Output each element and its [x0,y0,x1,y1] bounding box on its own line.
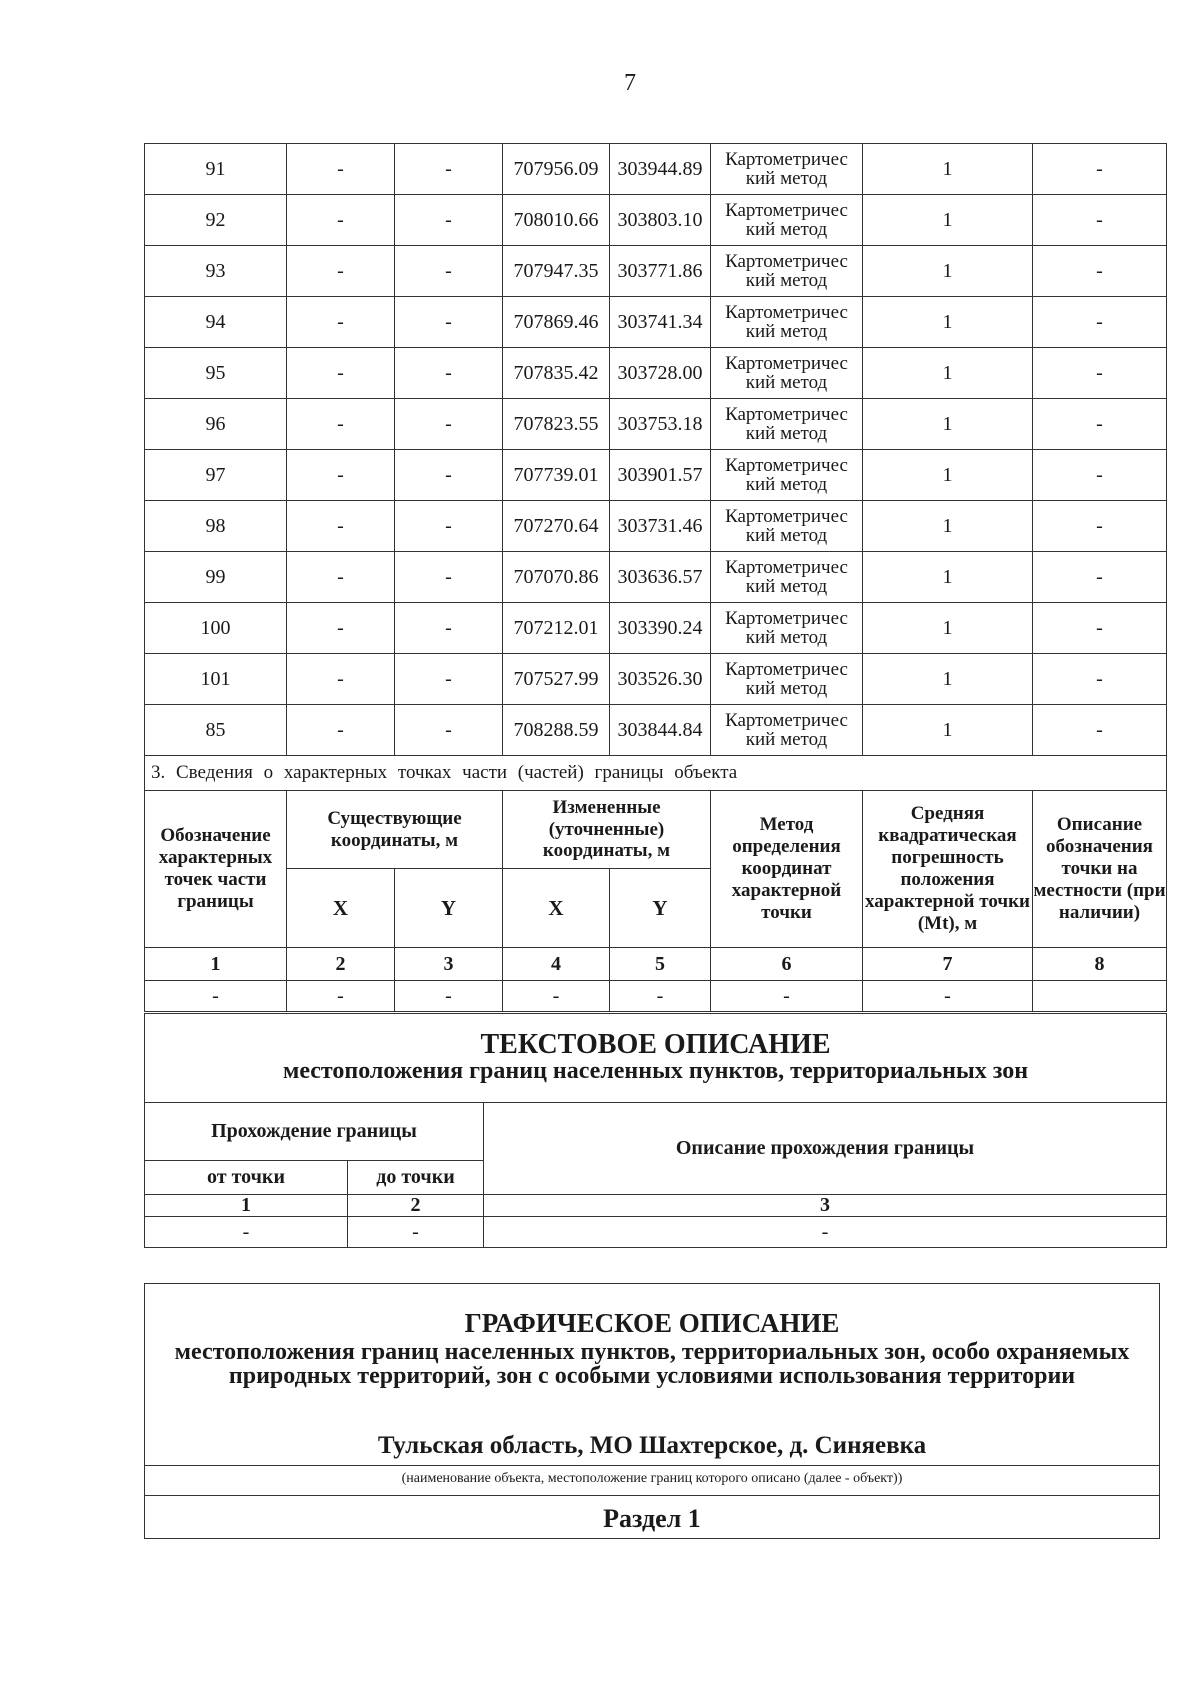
method: Картометричес кий метод [711,654,863,705]
method: Картометричес кий метод [711,450,863,501]
text-description-table [144,1013,1167,1248]
error-value: 1 [863,144,1033,195]
col-num: 5 [610,948,711,981]
point-number: 99 [145,552,287,603]
changed-y: 303636.57 [610,552,711,603]
col-num: 6 [711,948,863,981]
description: - [1033,246,1167,297]
divider [145,1495,1159,1496]
existing-x: - [287,348,395,399]
text-description-title: ТЕКСТОВОЕ ОПИСАНИЕ [480,1029,831,1061]
col-num: 7 [863,948,1033,981]
point-number: 97 [145,450,287,501]
error-value: 1 [863,348,1033,399]
text-description-title-row [145,1014,1167,1103]
description: - [1033,705,1167,756]
method: Картометричес кий метод [711,246,863,297]
point-number: 96 [145,399,287,450]
method: Картометричес кий метод [711,501,863,552]
error-value: 1 [863,552,1033,603]
changed-y: 303753.18 [610,399,711,450]
point-number: 98 [145,501,287,552]
error-value: 1 [863,450,1033,501]
cell: - [711,981,863,1012]
changed-y: 303901.57 [610,450,711,501]
description: - [1033,603,1167,654]
changed-x: 707270.64 [503,501,610,552]
error-value: 1 [863,501,1033,552]
col-num: 1 [145,948,287,981]
point-number: 92 [145,195,287,246]
changed-x: 707869.46 [503,297,610,348]
method: Картометричес кий метод [711,705,863,756]
page-number: 7 [624,70,636,96]
text-column-numbers-row [145,1195,1167,1217]
existing-y: - [395,450,503,501]
header-designation: Обозначение характерных точек части границы [145,791,287,948]
error-value: 1 [863,399,1033,450]
error-value: 1 [863,246,1033,297]
description-header: Описание прохождения границы [484,1103,1167,1195]
coordinates-table [144,143,1167,1012]
table-row [145,195,1167,246]
error-value: 1 [863,195,1033,246]
changed-x: 707739.01 [503,450,610,501]
existing-y: - [395,654,503,705]
graphic-description-subtitle: местоположения границ населенных пунктов, территориальных зон, особо охраняемых природных территорий, зон с особыми условиями использования территории [174,1339,1130,1389]
existing-x: - [287,654,395,705]
changed-x: 707070.86 [503,552,610,603]
table-row [145,297,1167,348]
changed-x: 707212.01 [503,603,610,654]
object-note: (наименование объекта, местоположение границ которого описано (далее - объект)) [401,1471,903,1486]
changed-x: 707947.35 [503,246,610,297]
changed-x: 708288.59 [503,705,610,756]
text-empty-row [145,1217,1167,1248]
changed-y: 303944.89 [610,144,711,195]
cell: - [503,981,610,1012]
col-num: 8 [1033,948,1167,981]
table-row [145,603,1167,654]
text-description-subtitle: местоположения границ населенных пунктов, территориальных зон [282,1058,1029,1085]
cell: - [145,1217,348,1248]
col-num: 1 [145,1195,348,1217]
existing-y: - [395,705,503,756]
changed-x: 707956.09 [503,144,610,195]
to-point-header: до точки [348,1161,484,1195]
description: - [1033,450,1167,501]
header-description: Описание обозначения точки на местности (при наличии) [1033,791,1167,948]
existing-x: - [287,195,395,246]
header-existing-coords: Существующие координаты, м [287,791,503,869]
column-numbers-row [145,948,1167,981]
changed-y: 303741.34 [610,297,711,348]
method: Картометричес кий метод [711,603,863,654]
changed-x: 707823.55 [503,399,610,450]
table-row [145,552,1167,603]
existing-x: - [287,297,395,348]
passage-header-row [145,1103,1167,1161]
region-name: Тульская область, МО Шахтерское, д. Синяевка [377,1432,927,1459]
col-num: 2 [348,1195,484,1217]
section-label: Раздел 1 [603,1504,701,1533]
existing-x: - [287,501,395,552]
header-changed-coords: Измененные (уточненные) координаты, м [503,791,711,869]
existing-y: - [395,297,503,348]
table-row [145,501,1167,552]
graphic-description-block [144,1283,1160,1539]
cell: - [484,1217,1167,1248]
header-row [145,791,1167,869]
table-row [145,450,1167,501]
cell: - [287,981,395,1012]
existing-x: - [287,603,395,654]
text-description-title-cell [145,1014,1167,1103]
error-value: 1 [863,705,1033,756]
point-number: 93 [145,246,287,297]
section-caption: 3. Сведения о характерных точках части (частей) границы объекта [145,756,1167,791]
method: Картометричес кий метод [711,552,863,603]
description: - [1033,297,1167,348]
description: - [1033,501,1167,552]
changed-y: 303390.24 [610,603,711,654]
existing-y: - [395,603,503,654]
description: - [1033,399,1167,450]
header-x-changed: X [503,869,610,948]
existing-x: - [287,552,395,603]
header-x-existing: X [287,869,395,948]
col-num: 4 [503,948,610,981]
changed-y: 303844.84 [610,705,711,756]
error-value: 1 [863,603,1033,654]
from-point-header: от точки [145,1161,348,1195]
header-method: Метод определения координат характерной точки [711,791,863,948]
point-number: 91 [145,144,287,195]
changed-x: 707527.99 [503,654,610,705]
col-num: 3 [484,1195,1167,1217]
description: - [1033,348,1167,399]
header-y-existing: Y [395,869,503,948]
changed-y: 303771.86 [610,246,711,297]
header-error: Средняя квадратическая погрешность положения характерной точки (Mt), м [863,791,1033,948]
description: - [1033,195,1167,246]
cell: - [348,1217,484,1248]
existing-x: - [287,144,395,195]
existing-x: - [287,705,395,756]
changed-x: 707835.42 [503,348,610,399]
table-row [145,654,1167,705]
existing-y: - [395,501,503,552]
error-value: 1 [863,297,1033,348]
existing-y: - [395,144,503,195]
point-number: 100 [145,603,287,654]
col-num: 3 [395,948,503,981]
method: Картометричес кий метод [711,399,863,450]
cell: - [395,981,503,1012]
point-number: 94 [145,297,287,348]
col-num: 2 [287,948,395,981]
method: Картометричес кий метод [711,144,863,195]
table-row [145,246,1167,297]
changed-y: 303803.10 [610,195,711,246]
changed-x: 708010.66 [503,195,610,246]
empty-row [145,981,1167,1012]
cell: - [863,981,1033,1012]
point-number: 85 [145,705,287,756]
method: Картометричес кий метод [711,297,863,348]
existing-y: - [395,195,503,246]
existing-y: - [395,348,503,399]
changed-y: 303526.30 [610,654,711,705]
point-number: 101 [145,654,287,705]
method: Картометричес кий метод [711,195,863,246]
description: - [1033,144,1167,195]
existing-x: - [287,399,395,450]
passage-header: Прохождение границы [145,1103,484,1161]
cell [1033,981,1167,1012]
method: Картометричес кий метод [711,348,863,399]
error-value: 1 [863,654,1033,705]
existing-y: - [395,246,503,297]
divider [145,1465,1159,1466]
existing-y: - [395,552,503,603]
existing-x: - [287,450,395,501]
table-row [145,144,1167,195]
table-row [145,705,1167,756]
changed-y: 303728.00 [610,348,711,399]
cell: - [145,981,287,1012]
description: - [1033,552,1167,603]
point-number: 95 [145,348,287,399]
table-row [145,348,1167,399]
header-y-changed: Y [610,869,711,948]
changed-y: 303731.46 [610,501,711,552]
cell: - [610,981,711,1012]
existing-x: - [287,246,395,297]
description: - [1033,654,1167,705]
table-row [145,399,1167,450]
section-caption-row [145,756,1167,791]
graphic-description-title: ГРАФИЧЕСКОЕ ОПИСАНИЕ [464,1308,840,1338]
existing-y: - [395,399,503,450]
